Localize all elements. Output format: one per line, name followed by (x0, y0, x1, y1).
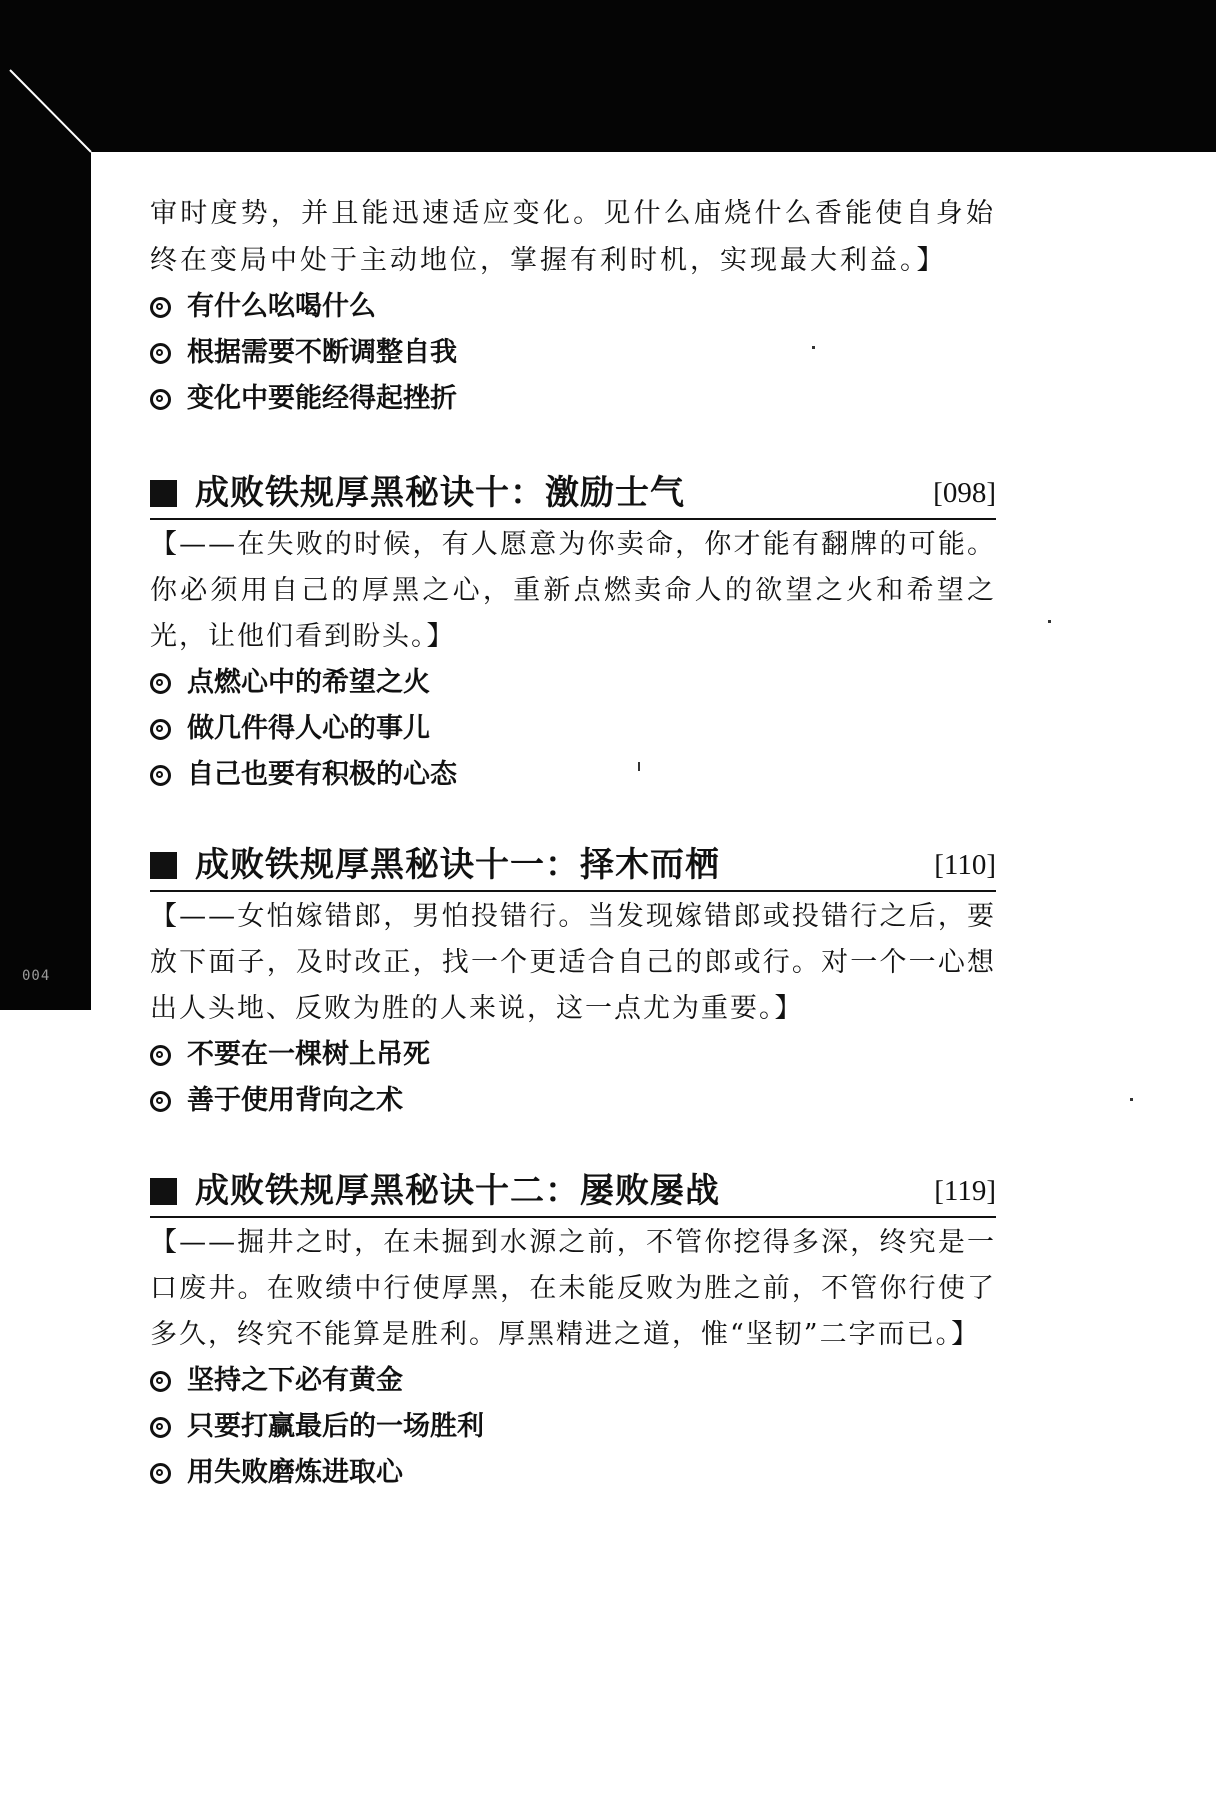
scan-speck (1130, 1098, 1133, 1101)
double-circle-bullet-icon (150, 673, 171, 694)
double-circle-bullet-icon (150, 1045, 171, 1066)
section-paragraph: 【——女怕嫁错郎，男怕投错行。当发现嫁错郎或投错行之后，要放下面子，及时改正，找一个更适合自己的郎或行。对一个一心想出人头地、反败为胜的人来说，这一点尤为重要。】 (150, 901, 996, 1024)
page-content (150, 190, 996, 1496)
section-bullet-list (150, 1032, 996, 1124)
double-circle-bullet-icon (150, 1091, 171, 1112)
scan-speck (812, 346, 815, 349)
scan-speck (1048, 620, 1051, 623)
list-item: 用失败磨炼进取心 (150, 1450, 996, 1496)
double-circle-bullet-icon (150, 389, 171, 410)
black-square-icon (150, 852, 177, 879)
section-page-ref: [110] (934, 849, 996, 881)
intro-bullet-list (150, 284, 996, 422)
double-circle-bullet-icon (150, 719, 171, 740)
list-item: 做几件得人心的事儿 (150, 706, 996, 752)
black-square-icon (150, 480, 177, 507)
list-item: 点燃心中的希望之火 (150, 660, 996, 706)
intro-paragraph: 审时度势，并且能迅速适应变化。见什么庙烧什么香能使自身始终在变局中处于主动地位，掌握有利时机，实现最大利益。】 (150, 198, 996, 276)
list-item: 有什么吆喝什么 (150, 284, 996, 330)
section-title: 成败铁规厚黑秘诀十一：择木而栖 (195, 845, 720, 885)
fold-decoration (0, 0, 100, 160)
list-item: 根据需要不断调整自我 (150, 330, 996, 376)
double-circle-bullet-icon (150, 765, 171, 786)
section-11 (150, 836, 996, 1124)
double-circle-bullet-icon (150, 297, 171, 318)
section-10 (150, 464, 996, 798)
section-paragraph: 【——掘井之时，在未掘到水源之前，不管你挖得多深，终究是一口废井。在败绩中行使厚黑，在未能反败为胜之前，不管你行使了多久，终究不能算是胜利。厚黑精进之道，惟“坚韧”二字而已。】 (150, 1227, 996, 1350)
list-item: 变化中要能经得起挫折 (150, 376, 996, 422)
section-heading (150, 464, 996, 520)
page-number: 004 (22, 968, 51, 984)
section-heading (150, 1162, 996, 1218)
section-title: 成败铁规厚黑秘诀十二：屡败屡战 (195, 1171, 720, 1211)
section-page-ref: [098] (933, 477, 996, 509)
black-square-icon (150, 1178, 177, 1205)
list-item: 善于使用背向之术 (150, 1078, 996, 1124)
double-circle-bullet-icon (150, 1371, 171, 1392)
double-circle-bullet-icon (150, 343, 171, 364)
page-header-band (0, 0, 1216, 152)
list-item: 自己也要有积极的心态 (150, 752, 996, 798)
list-item: 只要打赢最后的一场胜利 (150, 1404, 996, 1450)
double-circle-bullet-icon (150, 1417, 171, 1438)
section-title: 成败铁规厚黑秘诀十：激励士气 (195, 473, 685, 513)
section-heading (150, 836, 996, 892)
list-item: 坚持之下必有黄金 (150, 1358, 996, 1404)
double-circle-bullet-icon (150, 1463, 171, 1484)
list-item: 不要在一棵树上吊死 (150, 1032, 996, 1078)
section-12 (150, 1162, 996, 1496)
section-paragraph: 【——在失败的时候，有人愿意为你卖命，你才能有翻牌的可能。你必须用自己的厚黑之心，重新点燃卖命人的欲望之火和希望之光，让他们看到盼头。】 (150, 529, 996, 652)
section-bullet-list (150, 660, 996, 798)
section-bullet-list (150, 1358, 996, 1496)
section-page-ref: [119] (934, 1175, 996, 1207)
scan-speck (638, 762, 640, 771)
